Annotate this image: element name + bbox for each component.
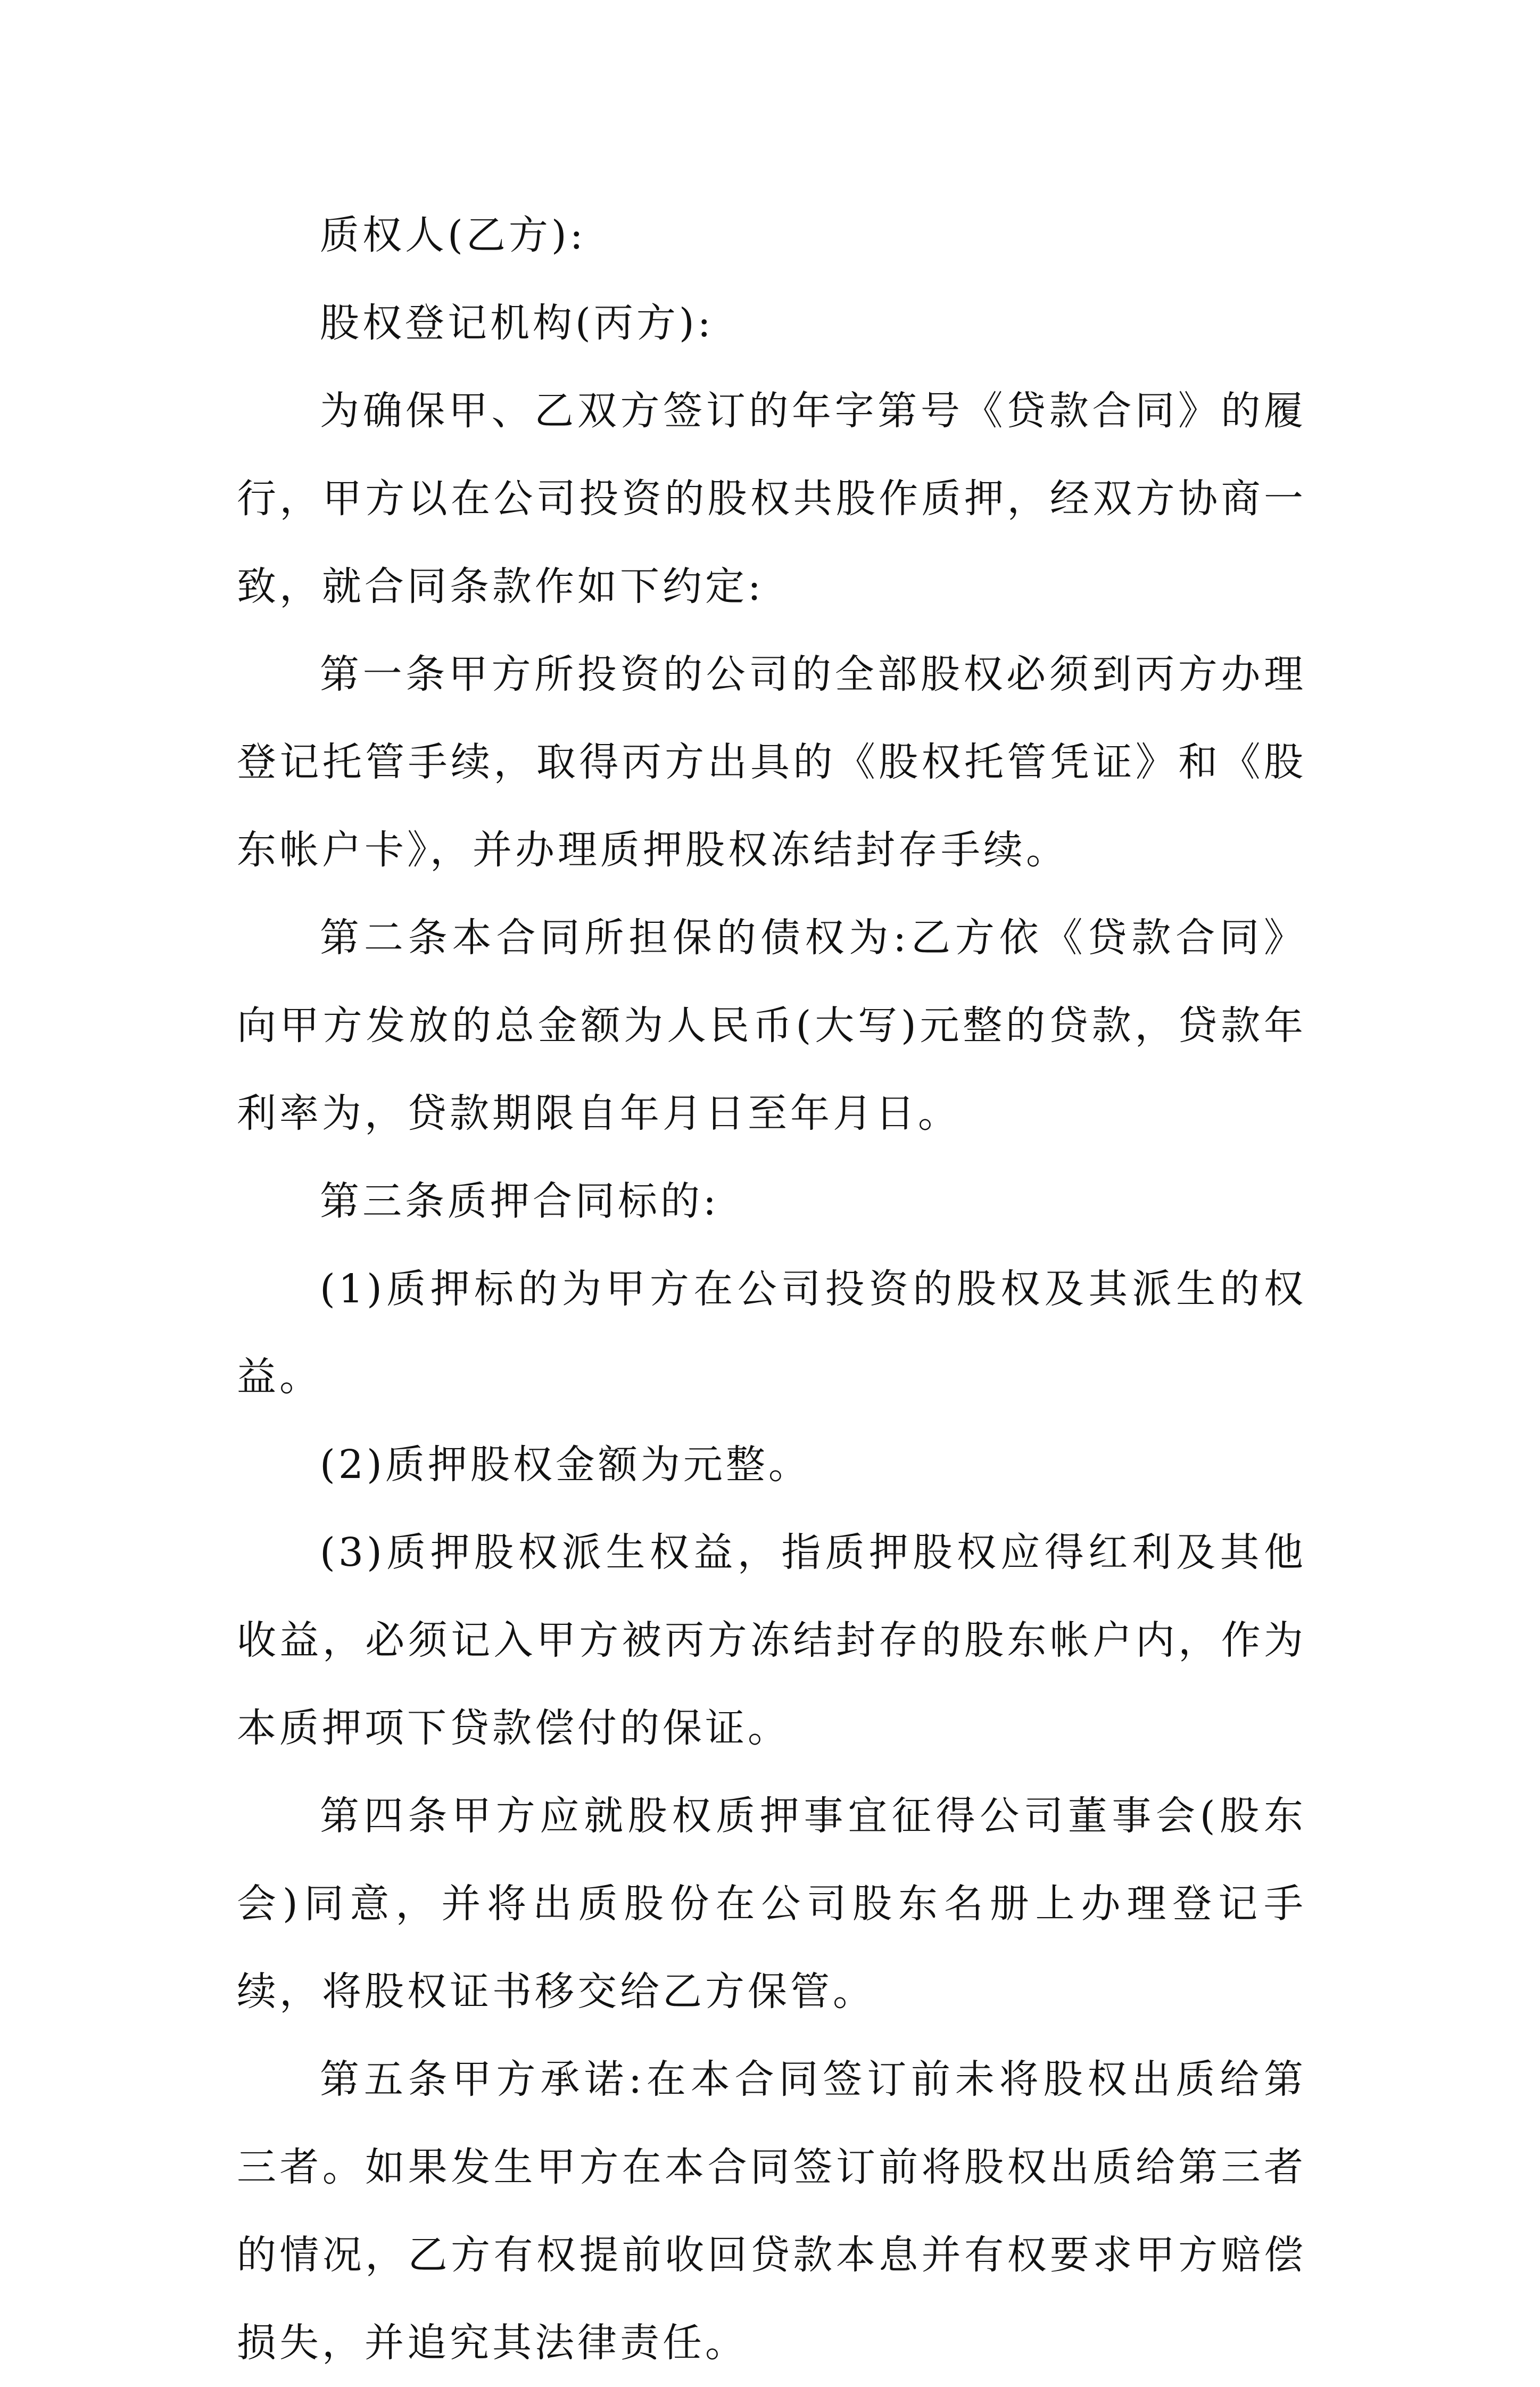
article-4-paragraph: 第四条甲方应就股权质押事宜征得公司董事会(股东会)同意，并将出质股份在公司股东名册上办理登记手续，将股权证书移交给乙方保管。 — [237, 1793, 1306, 2014]
article-3-item-1: (1)质押标的为甲方在公司投资的股权及其派生的权益。 — [237, 1266, 1306, 1400]
article-5-paragraph: 第五条甲方承诺:在本合同签订前未将股权出质给第三者。如果发生甲方在本合同签订前将股权出质给第三者的情况，乙方有权提前收回贷款本息并有权要求甲方赔偿损失，并追究其法律责任。 — [237, 2056, 1306, 2366]
article-3-item-3: (3)质押股权派生权益，指质押股权应得红利及其他收益，必须记入甲方被丙方冻结封存的股东帐户内，作为本质押项下贷款偿付的保证。 — [237, 1530, 1306, 1751]
registry-line: 股权登记机构(丙方): — [320, 300, 714, 346]
article-1-paragraph: 第一条甲方所投资的公司的全部股权必须到丙方办理登记托管手续，取得丙方出具的《股权托管凭证》和《股东帐户卡》，并办理质押股权冻结封存手续。 — [237, 651, 1306, 873]
document-body — [237, 192, 1306, 2387]
article-3-item-2: (2)质押股权金额为元整。 — [320, 1442, 811, 1488]
article-3-heading: 第三条质押合同标的: — [320, 1178, 719, 1224]
pledgee-line: 质权人(乙方): — [320, 212, 586, 258]
article-2-paragraph: 第二条本合同所担保的债权为:乙方依《贷款合同》向甲方发放的总金额为人民币(大写)元整的贷款，贷款年利率为，贷款期限自年月日至年月日。 — [237, 915, 1306, 1136]
preamble-paragraph: 为确保甲、乙双方签订的年字第号《贷款合同》的履行，甲方以在公司投资的股权共股作质押，经双方协商一致，就合同条款作如下约定: — [237, 388, 1306, 609]
